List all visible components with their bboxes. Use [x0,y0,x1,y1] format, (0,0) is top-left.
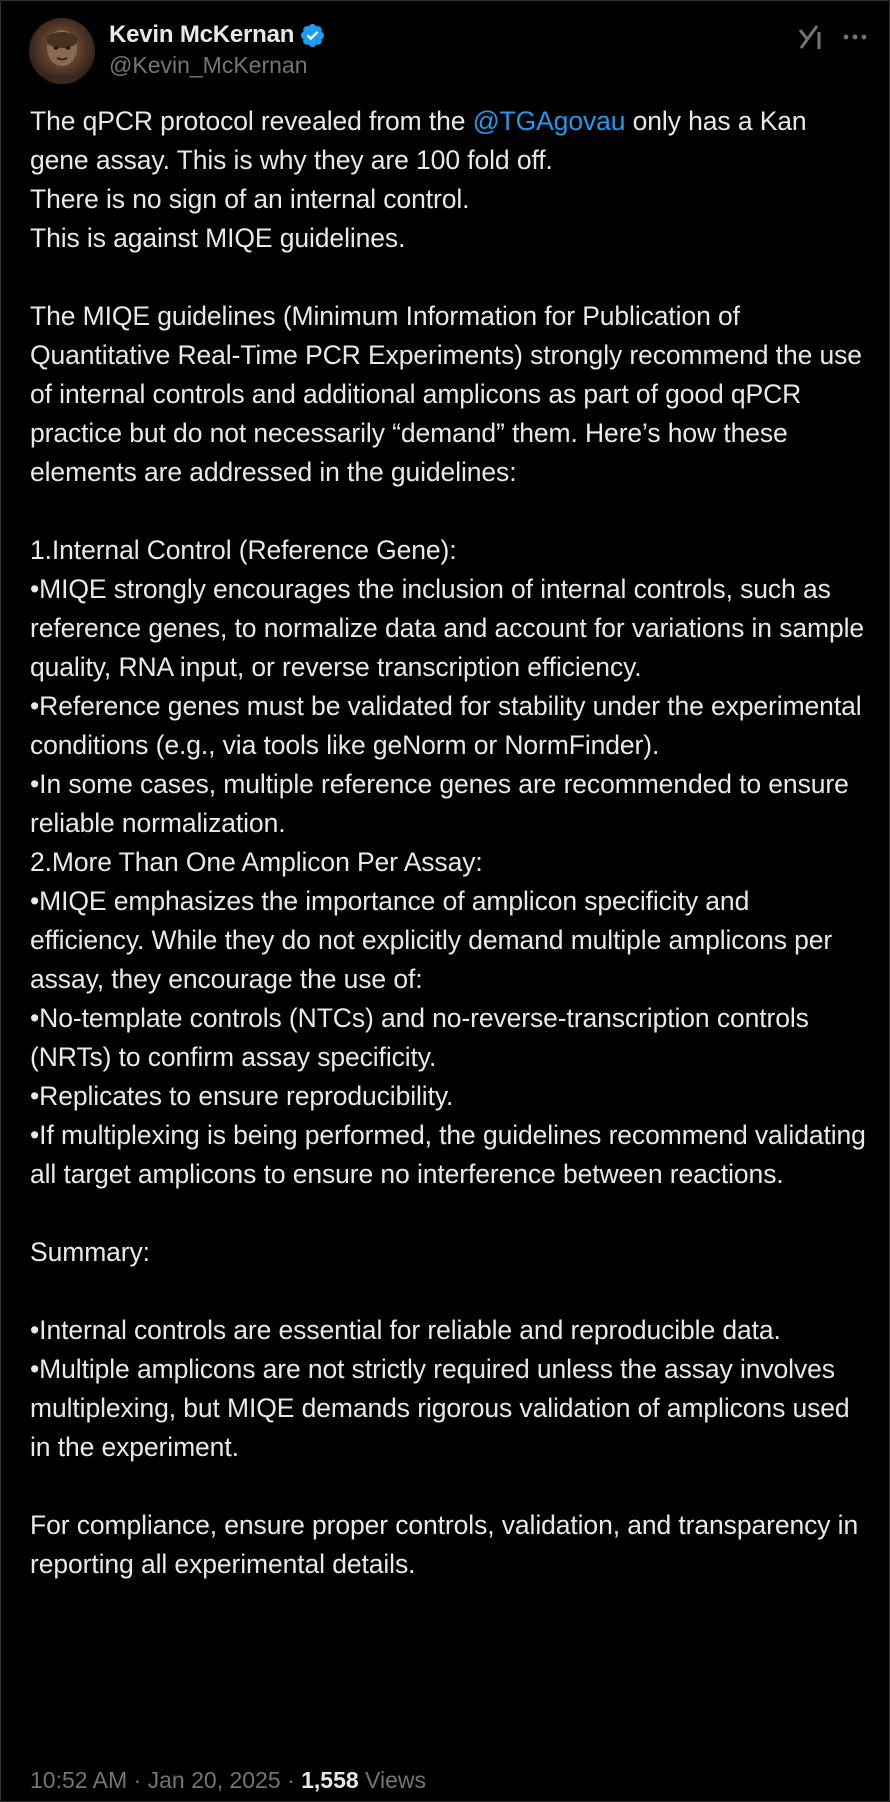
tweet-paragraph: •Internal controls are essential for reliable and reproducible data. [30,1315,781,1345]
author-handle[interactable]: @Kevin_McKernan [109,52,308,78]
tweet-paragraph: •If multiplexing is being performed, the guidelines recommend validating all target amplicons to ensure no interference between reactions. [30,1120,874,1189]
tweet-paragraph: •In some cases, multiple reference genes are recommended to ensure reliable normalization. [30,769,856,838]
tweet-paragraph: The MIQE guidelines (Minimum Information for Publication of Quantitative Real-Time PCR Experiments) strongly recommend the use of internal controls and additional amplicons as part of good qPCR practice but do not necessarily “demand” them. Here’s how these elements are addressed in the guidelines: [30,301,870,487]
tweet-paragraph: •MIQE strongly encourages the inclusion of internal controls, such as reference genes, to normalize data and account for variations in sample quality, RNA input, or reverse transcription efficiency. [30,574,872,682]
verified-badge-icon[interactable] [299,22,326,49]
tweet-blank-line [30,1272,870,1311]
tweet-paragraph: There is no sign of an internal control. [30,184,470,214]
tweet-blank-line [30,1194,870,1233]
grok-icon[interactable] [795,22,825,52]
meta-separator: · [280,1767,302,1793]
views-label: Views [358,1767,426,1793]
tweet-text [30,102,874,1584]
tweet-paragraph: The qPCR protocol revealed from the @TGAgovau only has a Kan gene assay. This is why they are 100 fold off. [30,106,814,175]
display-name[interactable]: Kevin McKernan [109,21,295,48]
tweet-paragraph: •Replicates to ensure reproducibility. [30,1081,454,1111]
tweet-paragraph: Summary: [30,1237,150,1267]
header-actions [795,22,869,52]
tweet-paragraph: •MIQE emphasizes the importance of amplicon specificity and efficiency. While they do not explicitly demand multiple amplicons per assay, they encourage the use of: [30,886,840,994]
tweet-blank-line [30,492,870,531]
tweet-meta [30,1767,426,1794]
mention-link[interactable]: @TGAgovau [472,106,626,136]
views-count[interactable]: 1,558 [301,1767,359,1793]
tweet-paragraph: 2.More Than One Amplicon Per Assay: [30,847,483,877]
meta-separator: · [127,1767,148,1793]
avatar-image [29,18,95,84]
tweet-paragraph: •Reference genes must be validated for stability under the experimental conditions (e.g., via tools like geNorm or NormFinder). [30,691,869,760]
tweet-paragraph: For compliance, ensure proper controls, validation, and transparency in reporting all experimental details. [30,1510,866,1579]
avatar[interactable] [29,18,95,84]
tweet-paragraph: •No-template controls (NTCs) and no-reverse-transcription controls (NRTs) to confirm assay specificity. [30,1003,817,1072]
tweet-time[interactable]: 10:52 AM [30,1767,128,1793]
tweet-header [29,18,869,84]
tweet-blank-line [30,1467,870,1506]
author-names [109,20,326,79]
tweet-paragraph: 1.Internal Control (Reference Gene): [30,535,457,565]
tweet-blank-line [30,258,870,297]
display-name-row [109,20,326,50]
tweet-paragraph: This is against MIQE guidelines. [30,223,406,253]
more-options-icon[interactable] [841,23,869,51]
tweet-date[interactable]: Jan 20, 2025 [147,1767,281,1793]
tweet-paragraph: •Multiple amplicons are not strictly required unless the assay involves multiplexing, but MIQE demands rigorous validation of amplicons used in the experiment. [30,1354,857,1462]
